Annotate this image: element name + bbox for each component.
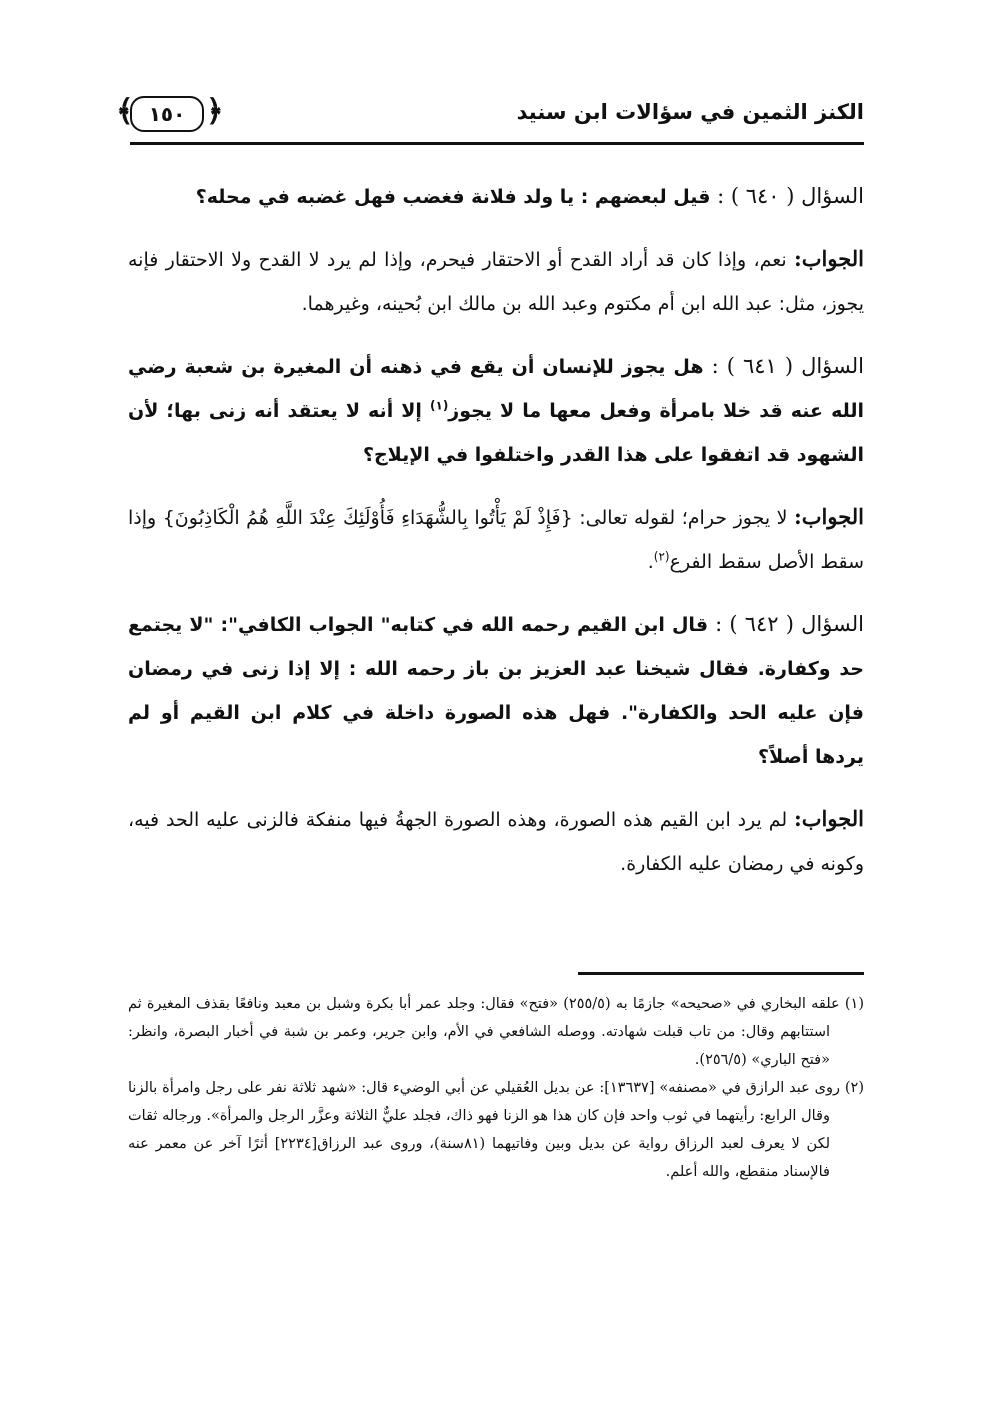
question-text-part-2: إلا أنه لا يعتقد أنه زنى بها؛ لأن الشهود قد اتفقوا على هذا القدر واختلفوا في الإيلاج؟: [128, 400, 864, 466]
page-number: ١٥٠: [130, 96, 204, 132]
question-text-part-1: هل يجوز للإنسان أن يقع في ذهنه أن المغيرة بن شعبة رضي الله عنه قد خلا بامرأة وفعل معها ما لا يجوز: [128, 356, 864, 422]
answer-text-part-1: لا يجوز حرام؛ لقوله تعالى: {فَإِذْ لَمْ يَأْتُوا بِالشُّهَدَاءِ فَأُوْلَئِكَ عِنْدَ اللَّهِ هُمُ الْكَاذِبُونَ} وإذا سقط الأصل سقط الفرع: [128, 507, 864, 573]
question-text: قال ابن القيم رحمه الله في كتابه" الجواب الكافي": "لا يجتمع حد وكفارة. فقال شيخنا عبد العزيز بن باز رحمه الله : إلا إذا زنى في رمضان فإن عليه الحد والكفارة". فهل هذه الصورة داخلة في كلام ابن القيم أو لم يردها أصلاً؟: [128, 614, 864, 768]
footnote-number: (٢): [844, 1080, 864, 1096]
footnote-divider: [578, 972, 864, 975]
main-content: [128, 174, 864, 904]
answer-label: الجواب:: [794, 246, 864, 271]
page-header: [116, 92, 864, 145]
answer-641: [128, 495, 864, 584]
answer-label: الجواب:: [794, 806, 864, 831]
answer-640: [128, 237, 864, 326]
answer-text: نعم، وإذا كان قد أراد القدح أو الاحتقار فيحرم، وإذا لم يرد لا القدح ولا الاحتقار فإنه يجوز، مثل: عبد الله ابن أم مكتوم وعبد الله بن مالك ابن بُحينه، وغيرهما.: [128, 249, 864, 315]
footnote-1: [128, 990, 864, 1074]
footnote-ref-2[interactable]: (٢): [653, 549, 670, 564]
footnote-ref-1[interactable]: (١): [430, 398, 449, 413]
answer-642: [128, 797, 864, 886]
footnote-number: (١): [844, 996, 864, 1012]
footnote-text: روى عبد الرازق في «مصنفه» [١٣٦٣٧]: عن بديل العُقيلي عن أبي الوضيء قال: «شهد ثلاثة نفر على رجل وامرأة بالزنا وقال الرابع: رأيتهما في ثوب واحد فإن كان هذا هو الزنا فهو ذاك، فجلد عليٌّ الثلاثة وعزَّر الرجل والمرأة». ورجاله ثقات لكن لا يعرف لعبد الرزاق رواية عن بديل وبين وفاتيهما (٨١سنة)، وروى عبد الرزاق[٢٢٣٤] أثرًا آخر عن معمر عنه فالإسناد منقطع، والله أعلم.: [128, 1080, 845, 1180]
ornamental-bracket-right: ﴿: [206, 94, 224, 129]
question-label: السؤال ( ٦٤٢ ) :: [715, 612, 865, 636]
footnote-text: علقه البخاري في «صحيحه» جازمًا به (٢٥٥/٥) «فتح» فقال: وجلد عمر أبا بكرة وشبل بن معبد ونافعًا بقذف المغيرة ثم استتابهم وقال: من تاب قبلت شهادته. ووصله الشافعي في الأم، وابن جرير، وعمر بن شبة في أخبار البصرة، وانظر: «فتح الباري» (٢٥٦/٥).: [128, 996, 845, 1068]
question-text: قيل لبعضهم : يا ولد فلانة فغضب فهل غضبه في محله؟: [195, 186, 718, 208]
ornamental-bracket-left: ﴾: [116, 94, 134, 129]
question-640: [128, 174, 864, 219]
answer-text-part-2: .: [647, 551, 654, 573]
footnote-2: [128, 1074, 864, 1186]
question-642: [128, 602, 864, 779]
answer-label: الجواب:: [794, 504, 864, 529]
question-label: السؤال ( ٦٤١ ) :: [711, 354, 864, 378]
book-title: الكنز الثمين في سؤالات ابن سنيد: [516, 100, 864, 124]
answer-text: لم يرد ابن القيم هذه الصورة، وهذه الصورة الجهةُ فيها منفكة فالزنى عليه الحد فيه، وكونه في رمضان عليه الكفارة.: [128, 809, 864, 875]
question-label: السؤال ( ٦٤٠ ) :: [717, 184, 864, 208]
question-641: [128, 344, 864, 477]
footnotes: [128, 990, 864, 1186]
